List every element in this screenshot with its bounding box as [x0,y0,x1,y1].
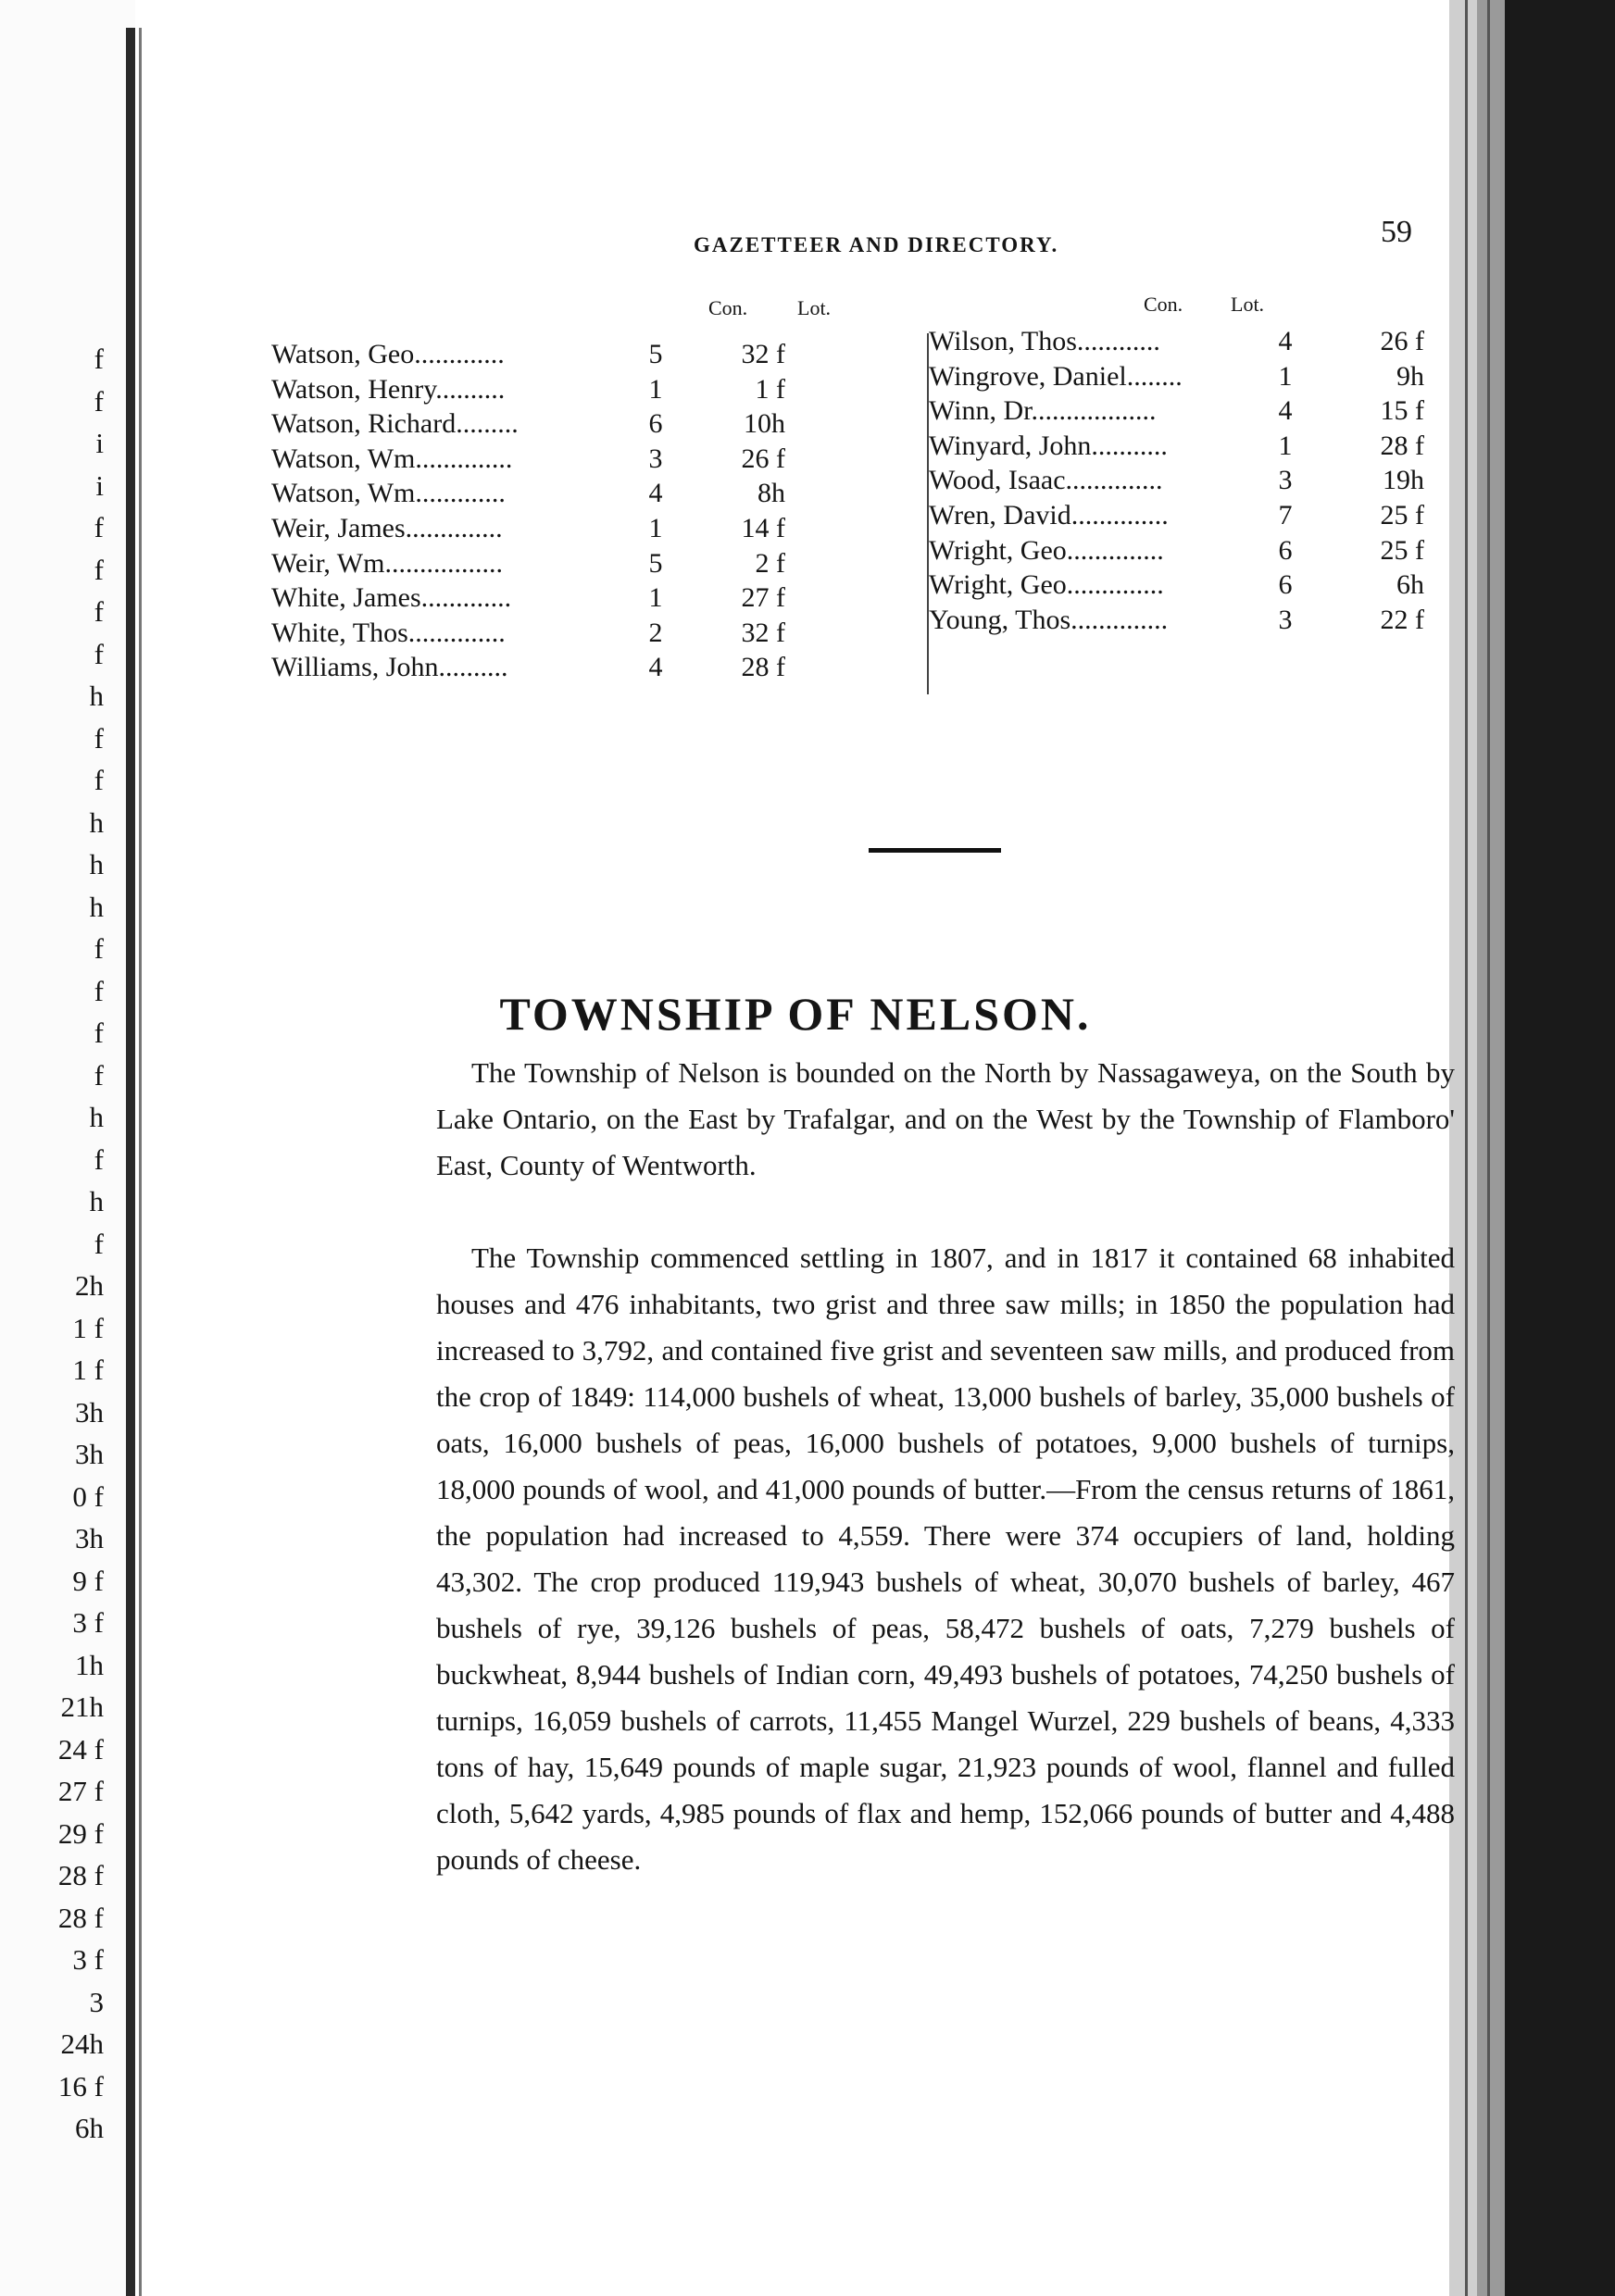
entry-name: Winn, Dr.................. [929,395,1157,427]
entry-concession: 3 [648,443,663,474]
book-page [142,0,1455,2296]
paragraph-settlement: The Township commenced settling in 1807, and in 1817 it contained 68 inhabited houses and 476 inhabitants, two grist and three saw mills; in 1850 the population had increased to 3,792, and contained five grist and seventeen saw mills, and produced from the crop of 1849: 114,000 bushels of wheat, 13,000 bushels of barley, 35,000 bushels of oats, 16,000 bushels of peas, 16,000 bushels of potatoes, 9,000 bushels of turnips, 18,000 pounds of wool, and 41,000 pounds of butter.—From the census returns of 1861, the population had increased to 4,559. There were 374 occupiers of land, holding 43,302. The crop produced 119,943 bushels of wheat, 30,070 bushels of barley, 467 bushels of rye, 39,126 bushels of peas, 58,472 bushels of oats, 7,279 bushels of buckwheat, 8,944 bushels of Indian corn, 49,493 bushels of potatoes, 74,250 bushels of turnips, 16,059 bushels of carrots, 11,455 Mangel Wurzel, 229 bushels of beans, 4,333 tons of hay, 15,649 pounds of maple sugar, 21,923 pounds of wool, flannel and fulled cloth, 5,642 yards, 4,985 pounds of flax and hemp, 152,066 pounds of butter and 4,488 pounds of cheese. [436,1242,1455,1876]
directory-entry [790,605,1429,640]
entry-name: Wright, Geo.............. [929,569,1164,601]
entry-lot: 26 f [741,443,785,474]
fragment-text: 28 f [57,1901,104,1934]
entry-concession: 1 [648,582,663,614]
column-header-lot: Lot. [797,296,832,319]
entry-concession: 6 [648,408,663,440]
entry-concession: 4 [1278,395,1293,427]
page-stack-line [1465,0,1468,2296]
entry-name: Wood, Isaac.............. [929,465,1163,496]
fragment-text: h [89,1185,104,1217]
fragment-text: 2h [75,1269,104,1302]
fragment-text: 24 f [57,1732,104,1766]
entry-name: Wilson, Thos............ [929,326,1160,356]
section-title: TOWNSHIP OF NELSON. [499,988,1092,1040]
section-rule [869,848,1001,853]
entry-concession: 7 [1278,499,1293,530]
fragment-text: f [94,553,104,586]
fragment-text: f [94,343,104,375]
entry-concession: 1 [1278,430,1293,461]
page-number: 59 [1381,215,1412,249]
fragment-text: h [89,1101,104,1133]
fragment-text: f [94,721,104,755]
entry-concession: 6 [1278,569,1293,601]
column-header-con: Con. [1144,293,1183,316]
entry-lot: 9h [1396,360,1424,392]
fragment-text: 3h [75,1438,104,1470]
fragment-text: 3h [75,1395,104,1429]
fragment-text: h [89,848,104,880]
entry-lot: 15 f [1380,395,1424,427]
entry-lot: 1 f [755,373,785,405]
entry-concession: 5 [648,547,663,579]
entry-name: White, Thos.............. [271,617,506,648]
entry-concession: 4 [1278,326,1293,356]
entry-concession: 1 [1278,360,1293,392]
fragment-text: f [94,974,104,1007]
fragment-text: f [94,1058,104,1092]
entry-name: Wren, David.............. [929,499,1169,530]
entry-lot: 14 f [741,512,785,543]
entry-name: Watson, Wm.............. [271,443,513,474]
fragment-text: h [89,680,104,712]
directory-entry [271,652,901,687]
fragment-text: f [94,637,104,670]
fragment-text: 28 f [57,1859,104,1891]
directory-entry [790,569,1429,605]
entry-concession: 4 [648,652,663,683]
page-stack-edge [1477,0,1505,2296]
entry-lot: 27 f [741,582,785,614]
entry-name: Wingrove, Daniel........ [929,360,1183,392]
fragment-text: f [94,764,104,796]
page-stack-line [1487,0,1490,2296]
fragment-text: 1 f [72,1311,104,1344]
fragment-text: f [94,595,104,628]
entry-name: Wright, Geo.............. [929,534,1164,566]
adjacent-page-edge [0,0,135,2296]
entry-lot: 2 f [755,547,785,579]
fragment-text: f [94,1142,104,1176]
entry-concession: 1 [648,373,663,405]
entry-concession: 6 [1278,534,1293,566]
column-header-con: Con. [708,296,748,319]
fragment-text: i [95,427,104,459]
fragment-text: h [89,890,104,923]
directory-entry [790,395,1429,430]
entry-name: Winyard, John........... [929,430,1168,461]
fragment-text: f [94,932,104,965]
entry-concession: 5 [648,339,663,369]
directory-entry [790,361,1429,396]
entry-lot: 25 f [1380,499,1424,530]
fragment-text: 21h [60,1691,104,1723]
fragment-text: 3 f [72,1606,104,1639]
entry-lot: 28 f [741,652,785,683]
directory-entry [790,465,1429,500]
entry-name: Weir, James.............. [271,512,503,543]
fragment-text: 6h [75,2112,104,2144]
fragment-text: 1h [75,1648,104,1681]
entry-lot: 26 f [1380,326,1424,356]
scan-background [1505,0,1615,2296]
fragment-text: 27 f [57,1775,104,1807]
directory-entry [790,500,1429,535]
fragment-text: 0 f [72,1479,104,1513]
entry-lot: 22 f [1380,604,1424,635]
entry-lot: 8h [757,478,785,509]
directory-entry [790,326,1429,361]
fragment-text: h [89,805,104,839]
fragment-text: 29 f [57,1816,104,1850]
column-header-lot: Lot. [1231,293,1265,316]
fragment-text: 16 f [57,2069,104,2103]
entry-name: Weir, Wm................. [271,547,503,579]
entry-concession: 3 [1278,465,1293,496]
fragment-text: 1 f [72,1354,104,1386]
fragment-text: f [94,1227,104,1260]
directory-entry [790,535,1429,570]
fragment-text: 9 f [72,1564,104,1597]
book-gutter [126,28,135,2296]
entry-concession: 2 [648,617,663,648]
fragment-text: f [94,1017,104,1049]
entry-lot: 32 f [741,339,785,369]
fragment-text: f [94,511,104,543]
directory-list-right [790,326,1429,639]
entry-concession: 1 [648,512,663,543]
fragment-text: 3h [75,1522,104,1554]
entry-lot: 10h [744,408,785,440]
directory-entry [790,430,1429,466]
entry-name: Williams, John.......... [271,652,508,683]
entry-name: Young, Thos.............. [929,604,1169,635]
entry-lot: 6h [1396,569,1424,601]
fragment-text: f [94,384,104,418]
entry-lot: 25 f [1380,534,1424,566]
paragraph-boundaries: The Township of Nelson is bounded on the North by Nassagaweya, on the South by Lake Ontario, on the East by Trafalgar, and on the West by the Township of Flamboro' East, County of Wentworth. [436,1056,1455,1181]
entry-concession: 4 [648,478,663,509]
entry-name: Watson, Henry.......... [271,373,506,405]
fragment-text: 3 f [72,1943,104,1976]
entry-lot: 19h [1383,465,1424,496]
entry-lot: 28 f [1380,430,1424,461]
fragment-text: i [95,468,104,502]
entry-lot: 32 f [741,617,785,648]
entry-name: Watson, Richard......... [271,408,519,440]
running-head: GAZETTEER AND DIRECTORY. [694,233,1059,256]
entry-concession: 3 [1278,604,1293,635]
entry-name: Watson, Wm............. [271,478,506,509]
entry-name: Watson, Geo............. [271,339,505,369]
entry-name: White, James............. [271,582,512,614]
fragment-text: 24h [60,2028,104,2060]
fragment-text: 3 [89,1985,104,2018]
